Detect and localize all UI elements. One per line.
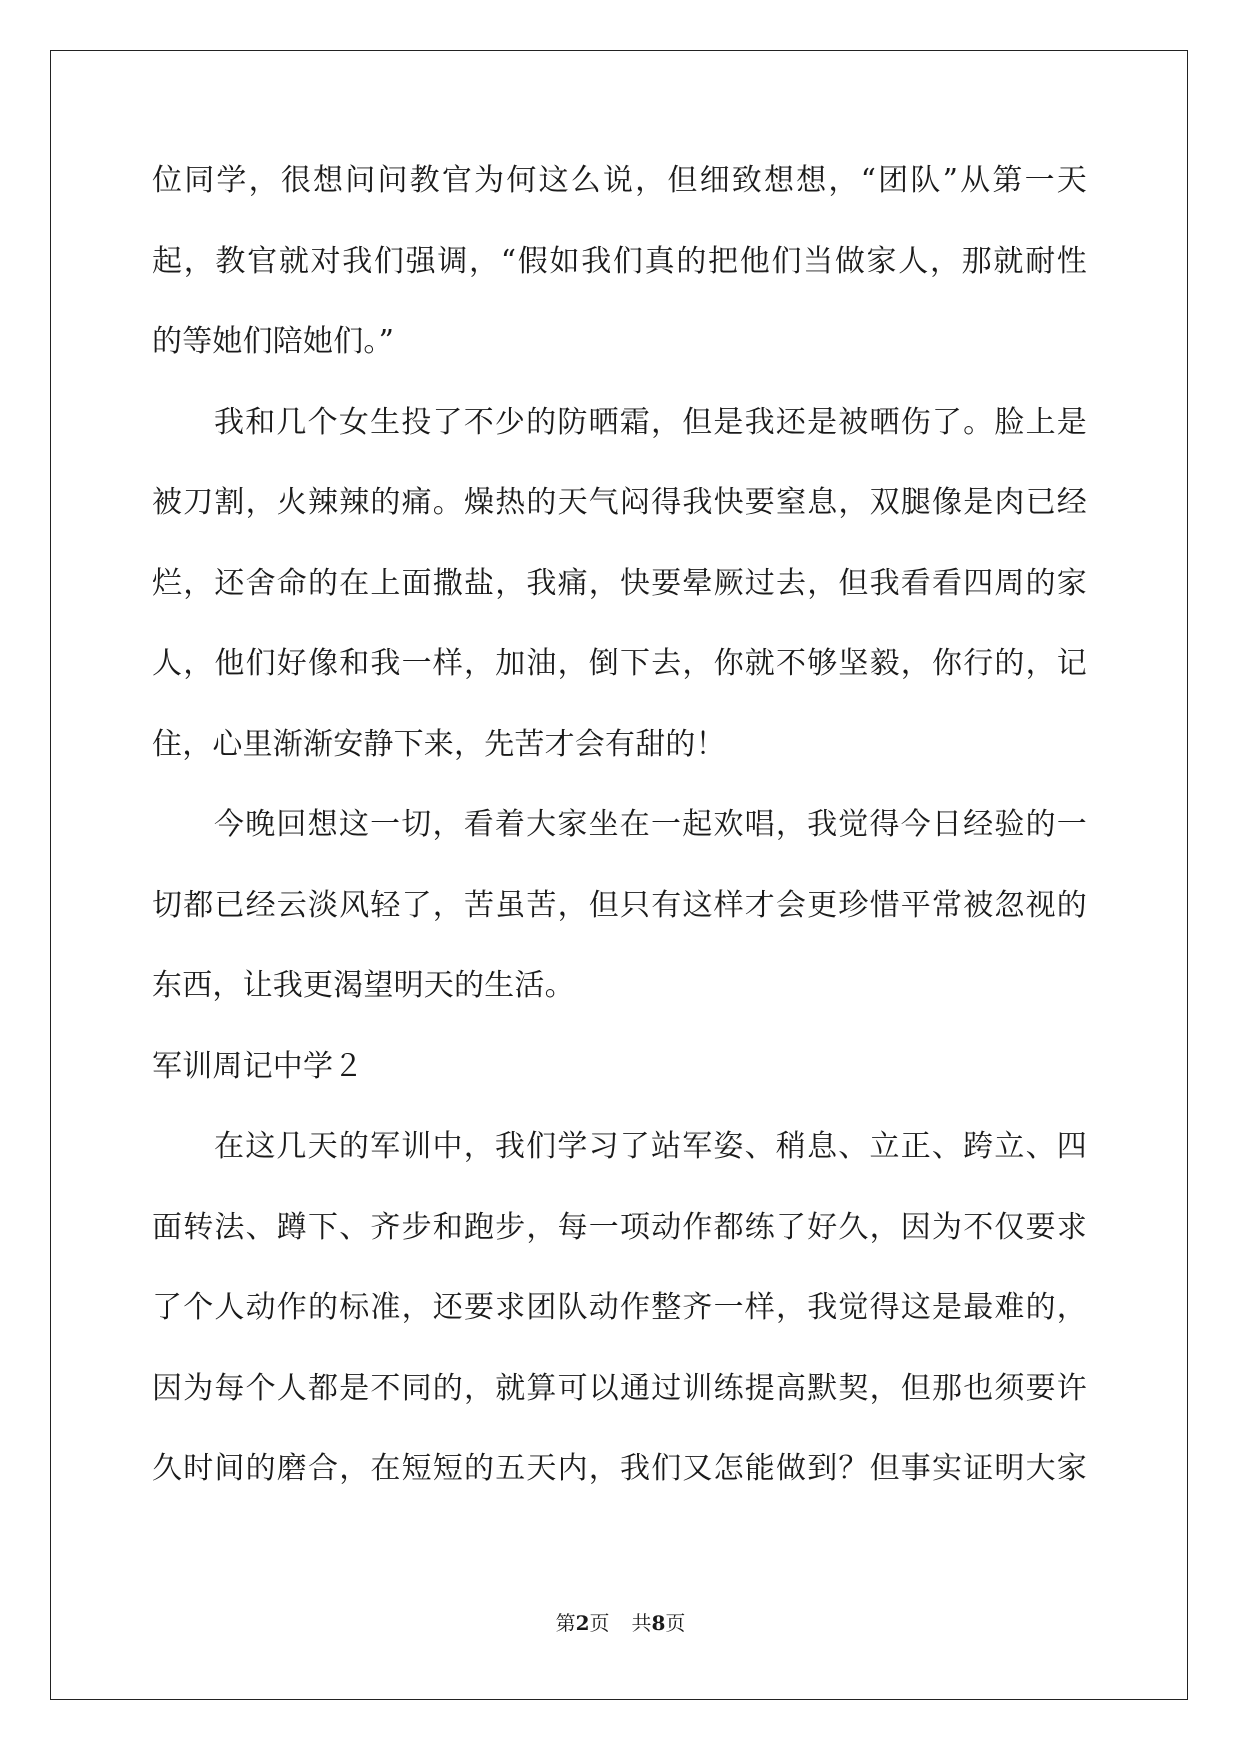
page-total: 共8页 bbox=[631, 1611, 686, 1635]
paragraph-start-line: 我和几个女生投了不少的防晒霜，但是我还是被晒伤了。脸上是 bbox=[214, 404, 1087, 440]
text-line: 的等她们陪她们。” bbox=[152, 324, 395, 359]
paragraph-start-line: 在这几天的军训中，我们学习了站军姿、稍息、立正、跨立、四 bbox=[214, 1129, 1087, 1164]
text-line: 因为每个人都是不同的，就算可以通过训练提高默契，但那也须要许 bbox=[152, 1370, 1087, 1406]
text-line: 东西，让我更渴望明天的生活。 bbox=[152, 968, 575, 1003]
document-body bbox=[152, 160, 1087, 1529]
text-line: 被刀割，火辣辣的痛。燥热的天气闷得我快要窒息，双腿像是肉已经 bbox=[152, 485, 1087, 520]
section-heading: 军训周记中学２ bbox=[152, 1048, 364, 1084]
text-line: 起，教官就对我们强调，“假如我们真的把他们当做家人，那就耐性 bbox=[152, 243, 1087, 279]
text-line: 烂，还舍命的在上面撒盐，我痛，快要晕厥过去，但我看看四周的家 bbox=[152, 565, 1087, 601]
text-line: 面转法、蹲下、齐步和跑步，每一项动作都练了好久，因为不仅要求 bbox=[152, 1209, 1087, 1245]
text-line: 了个人动作的标准，还要求团队动作整齐一样，我觉得这是最难的， bbox=[152, 1290, 1087, 1325]
page-footer bbox=[0, 1611, 1241, 1635]
text-line: 久时间的磨合，在短短的五天内，我们又怎能做到？但事实证明大家 bbox=[152, 1451, 1087, 1486]
paragraph-start-line: 今晚回想这一切，看着大家坐在一起欢唱，我觉得今日经验的一 bbox=[214, 807, 1087, 842]
text-line: 住，心里渐渐安静下来，先苦才会有甜的！ bbox=[152, 726, 726, 762]
text-line: 人，他们好像和我一样，加油，倒下去，你就不够坚毅，你行的，记 bbox=[152, 646, 1087, 681]
text-line: 位同学，很想问问教官为何这么说，但细致想想，“团队”从第一天 bbox=[152, 163, 1087, 198]
page-number: 第2页 bbox=[555, 1611, 610, 1635]
text-line: 切都已经云淡风轻了，苦虽苦，但只有这样才会更珍惜平常被忽视的 bbox=[152, 887, 1087, 923]
